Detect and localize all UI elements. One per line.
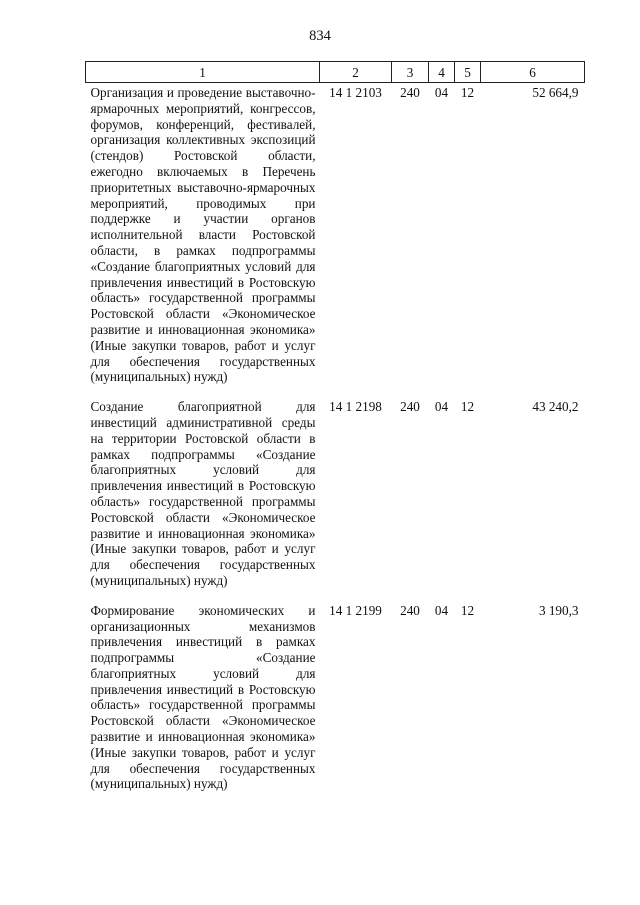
row-expense-type-code: 240 [400,602,420,618]
row-subsection-code: 12 [460,399,475,415]
table-header-row [86,62,585,83]
row-amount: 3 190,3 [538,602,579,618]
table-row [86,601,585,805]
column-header-amount: 6 [481,62,585,83]
row-target-item-code: 14 1 2103 [329,85,382,100]
budget-table [85,61,585,804]
table-row [86,397,585,601]
column-header-section: 4 [429,62,455,83]
column-header-subsection: 5 [455,62,481,83]
row-subsection-code: 12 [460,602,475,618]
row-section-code: 04 [434,85,449,100]
column-header-expense-type: 3 [392,62,429,83]
row-section-code: 04 [434,602,449,618]
row-expense-type-code: 240 [400,85,420,100]
page-number: 834 [309,28,331,44]
row-target-item-code: 14 1 2198 [329,399,382,415]
column-header-description: 1 [86,62,320,83]
row-expense-type-code: 240 [400,399,420,415]
row-section-code: 04 [434,399,449,415]
column-header-target-item: 2 [320,62,392,83]
row-description: Формирование экономических и организационных механизмов привлечения инвестиций в рамках подпрограммы «Создание благоприятных условий для привлечения инвестиций в Ростовскую область» государственной программы Ростовской области «Экономическое развитие и инновационная экономика» (Иные закупки товаров, работ и услуг для обеспечения государственных (муниципальных) нужд) [90,602,316,792]
table-row [86,83,585,398]
row-subsection-code: 12 [460,85,475,100]
row-description: Организация и проведение выставочно-ярмарочных мероприятий, конгрессов, форумов, конференций, фестивалей, организация коллективных экспозиций (стендов) Ростовской области, ежегодно включаемых в Перечень приоритетных выставочно-ярмарочных мероприятий, проводимых при поддержке и участии органов исполнительной власти Ростовской области, в рамках подпрограммы «Создание благоприятных условий для привлечения инвестиций в Ростовскую область» государственной программы Ростовской области «Экономическое развитие и инновационная экономика» (Иные закупки товаров, работ и услуг для обеспечения государственных (муниципальных) нужд) [90,85,316,385]
row-amount: 52 664,9 [532,85,579,100]
row-target-item-code: 14 1 2199 [329,602,382,618]
row-amount: 43 240,2 [532,399,579,415]
row-description: Создание благоприятной для инвестиций административной среды на территории Ростовской области в рамках подпрограммы «Создание благоприятных условий для привлечения инвестиций в Ростовскую область» государственной программы Ростовской области «Экономическое развитие и инновационная экономика» (Иные закупки товаров, работ и услуг для обеспечения государственных (муниципальных) нужд) [90,399,316,588]
